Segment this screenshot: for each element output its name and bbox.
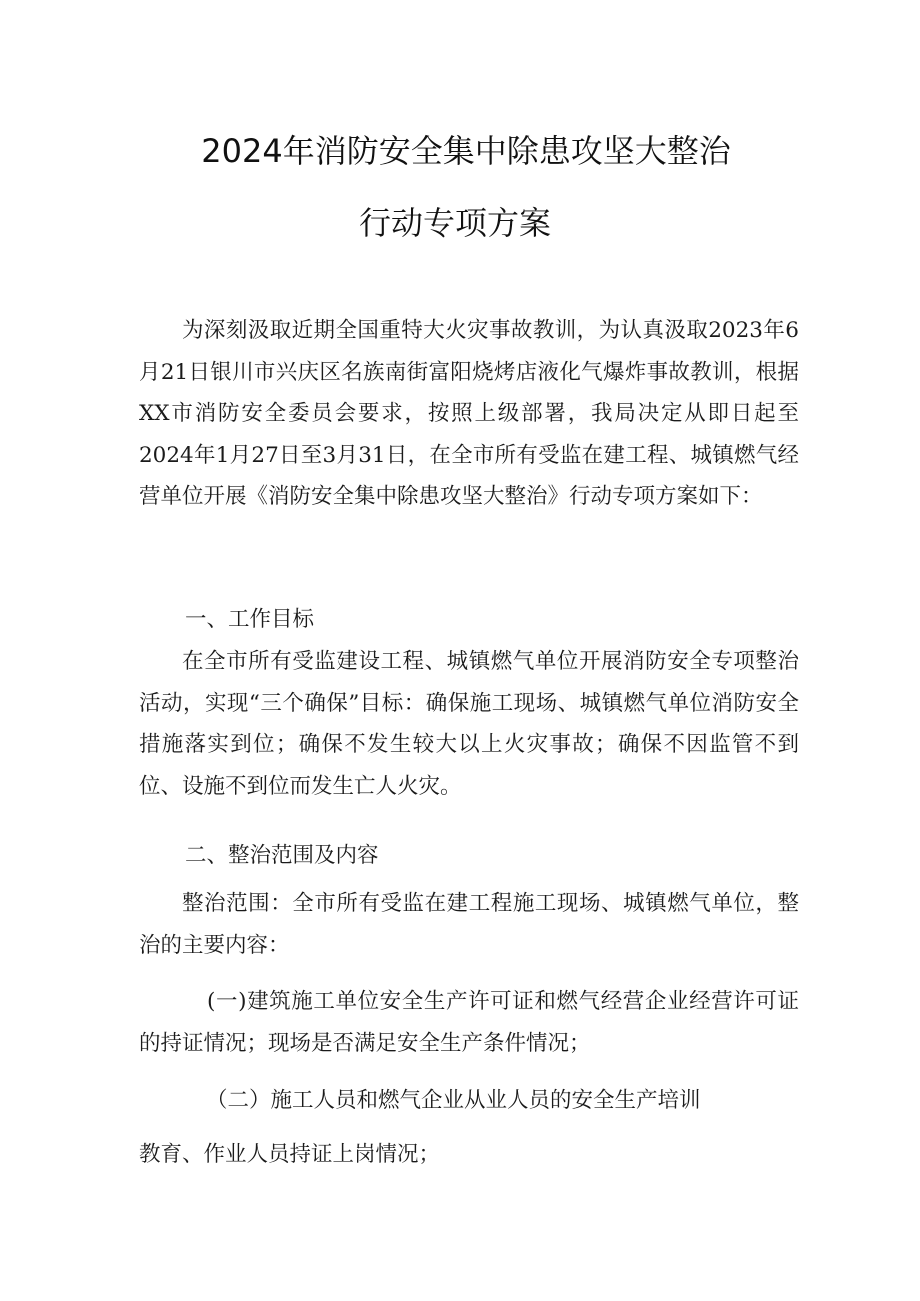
scope-paragraph: 整治范围：全市所有受监在建工程施工现场、城镇燃气单位，整治的主要内容： xyxy=(139,891,799,958)
document-title-line-2: 行动专项方案 xyxy=(358,204,551,242)
goals-paragraph: 在全市所有受监建设工程、城镇燃气单位开展消防安全专项整治活动，实现“三个确保”目标：确保施工现场、城镇燃气单位消防安全措施落实到位；确保不发生较大以上火灾事故；确保不因监管不到位、设施不到位而发生亡人火灾。 xyxy=(139,649,799,799)
section-heading-scope: 二、整治范围及内容 xyxy=(185,843,379,868)
list-item-2-line-1: （二）施工人员和燃气企业从业人员的安全生产培训 xyxy=(206,1088,701,1113)
section-heading-goals: 一、工作目标 xyxy=(185,607,315,632)
document-title-line-1: 2024年消防安全集中除患攻坚大整治 xyxy=(201,132,731,170)
list-item-1: (一)建筑施工单位安全生产许可证和燃气经营企业经营许可证的持证情况；现场是否满足安全生产条件情况； xyxy=(139,989,799,1056)
list-item-2-line-2: 教育、作业人员持证上岗情况； xyxy=(139,1142,441,1167)
intro-paragraph: 为深刻汲取近期全国重特大火灾事故教训，为认真汲取2023年6月21日银川市兴庆区名族南街富阳烧烤店液化气爆炸事故教训，根据XX市消防安全委员会要求，按照上级部署，我局决定从即日起至2024年1月27日至3月31日，在全市所有受监在建工程、城镇燃气经营单位开展《消防安全集中除患攻坚大整治》行动专项方案如下： xyxy=(139,318,799,509)
